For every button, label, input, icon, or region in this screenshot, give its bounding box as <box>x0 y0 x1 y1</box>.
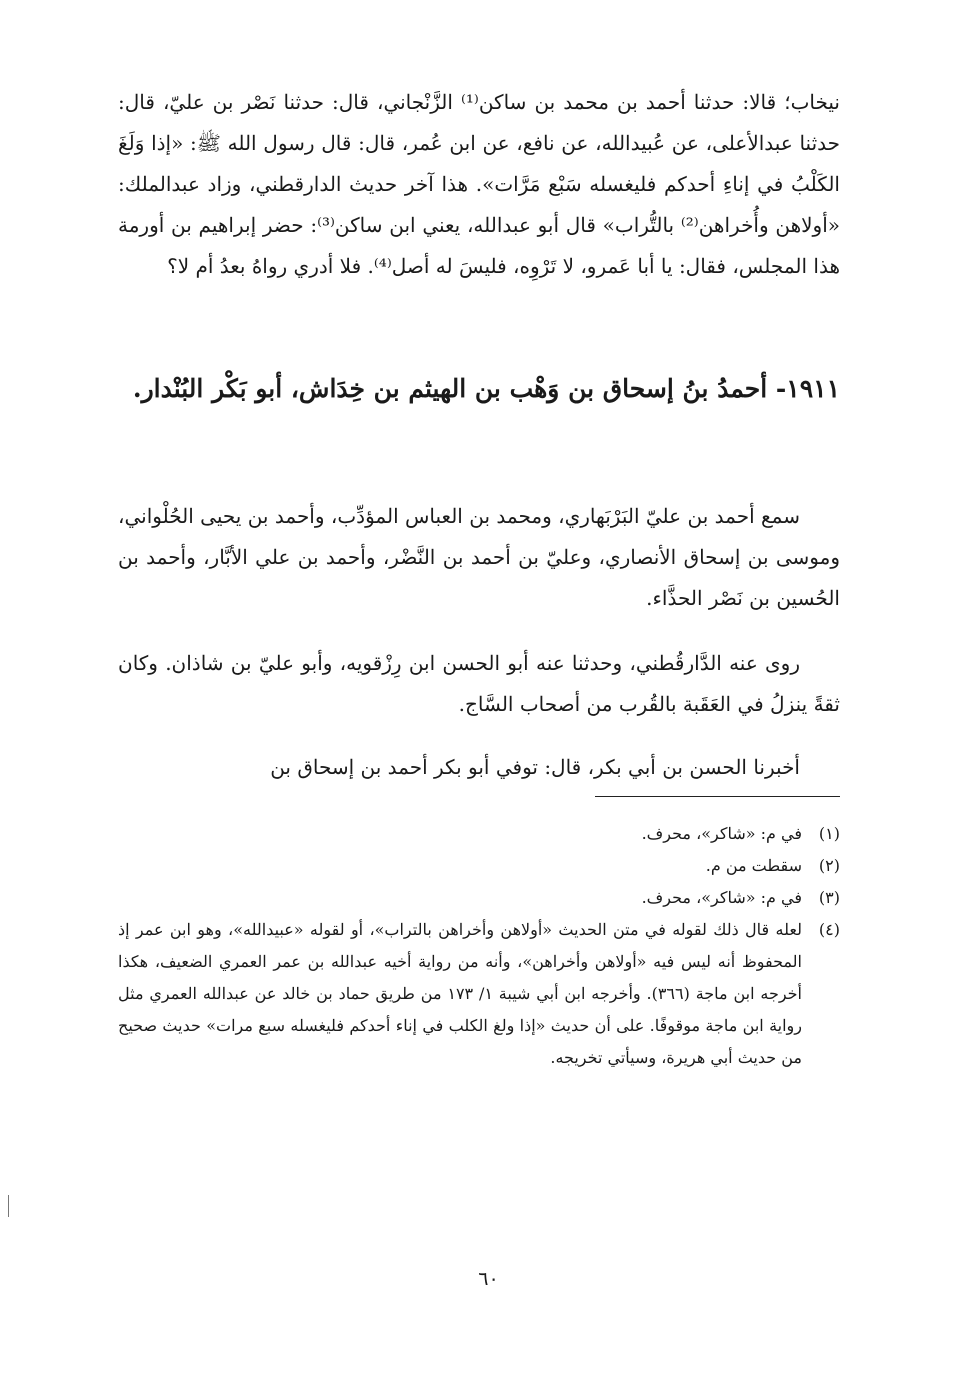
biography-heading: ١٩١١- أحمدُ بنُ إسحاق بن وَهْب بن الهيثم بن خِدَاش، أبو بَكْر البُنْدار. <box>132 374 840 403</box>
paragraph-students: روى عنه الدَّارقُطني، وحدثنا عنه أبو الحسن ابن رِزْقويه، وأبو عليّ بن شاذان. وكان ثقةً ينزلُ في العَقَبة بالقُرب من أصحاب السَّاج. <box>118 651 840 716</box>
paragraph-death-report: أخبرنا الحسن بن أبي بكر، قال: توفي أبو بكر أحمد بن إسحاق بن <box>270 755 800 779</box>
footnote-text: لعله قال ذلك لقوله في متن الحديث «أولاهن وأخراهن بالتراب»، أو لقوله «عبيدالله»، وهو ابن عمر إذ المحفوظ أنه ليس فيه «أولاهن وأخراهن»، وأنه من رواية أخيه عبدالله بن عمر العمري الضعيف، هكذا أخرجه ابن ماجة (٣٦٦). وأخرجه ابن أبي شيبة ١/ ١٧٣ من طريق حماد بن خالد عن عبدالله العمري مثل رواية ابن ماجة موقوفًا. على أن حديث «إذا ولغ الكلب في إناء أحدكم فليغسله سبع مرات» حديث صحيح من حديث أبي هريرة، وسيأتي تخريجه. <box>118 920 803 1067</box>
page-number: ٦٠ <box>478 1268 499 1290</box>
footnote-item <box>118 882 840 914</box>
footnote-number: (١) <box>818 824 840 843</box>
scan-margin-mark <box>8 1195 9 1217</box>
footnote-number: (٤) <box>818 920 840 939</box>
footnote-text: سقطت من م. <box>705 856 802 875</box>
footnote-text: في م: «شاكر»، محرف. <box>641 888 802 907</box>
footnote-item <box>118 850 840 882</box>
paragraph-teachers: سمع أحمد بن عليّ البَرْبَهاري، ومحمد بن العباس المؤدِّب، وأحمد بن يحيى الحُلْواني، وموسى بن إسحاق الأنصاري، وعليّ بن أحمد بن النَّضْر، وأحمد بن علي الأبَّار، وأحمد بن الحُسين بن نَصْر الحذَّاء. <box>118 504 841 610</box>
footnote-number: (٣) <box>818 888 840 907</box>
footnote-item <box>118 914 840 1074</box>
paragraph-hadith-continuation: نيخاب؛ قالا: حدثنا أحمد بن محمد بن ساكن⁽¹⁾ الزَّنْجاني، قال: حدثنا نَصْر بن عليّ، قال: حدثنا عبدالأعلى، عن عُبيدالله، عن نافع، عن ابن عُمر، قال: قال رسول الله ﷺ: «إذا وَلَغَ الكَلْبُ في إناءِ أحدكم فليغسله سَبْع مَرَّات». هذا آخر حديث الدارقطني، وزاد عبدالملك: «أولاهن وأُخراهن⁽²⁾ بالتُّراب» قال أبو عبدالله، يعني ابن ساكن⁽³⁾: حضر إبراهيم بن أورمة هذا المجلس، فقال: يا أبا عَمرو، لا تَرْوِه، فليسَ له أصل⁽⁴⁾. فلا أدري رواهُ بعدُ أم لا؟ <box>118 90 840 278</box>
footnotes-section <box>118 818 840 1074</box>
footnote-number: (٢) <box>818 856 840 875</box>
footnote-item <box>118 818 840 850</box>
footnote-text: في م: «شاكر»، محرف. <box>641 824 802 843</box>
footnote-separator <box>595 796 840 797</box>
